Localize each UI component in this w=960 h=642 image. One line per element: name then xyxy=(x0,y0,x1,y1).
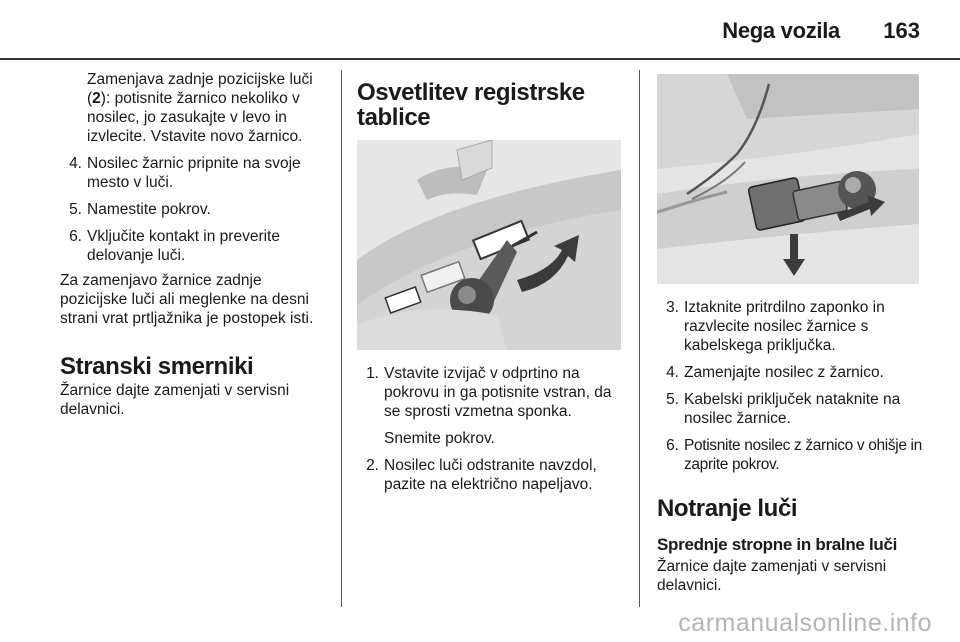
list-item xyxy=(357,456,625,494)
step-continuation xyxy=(60,70,330,146)
callout-number: 2 xyxy=(92,90,101,107)
step-number: 6. xyxy=(69,228,82,245)
screwdriver-illustration xyxy=(357,140,621,350)
license-plate-light-illustration xyxy=(357,140,621,350)
step-text: Kabelski priključek nataknite na nosilec žarnice. xyxy=(684,391,901,427)
header-divider xyxy=(0,58,960,60)
cont-line-b: ): potisnite žarnico nekoliko v nosilec, jo zasukajte v levo in izvlecite. Vstavite novo žarnico. xyxy=(87,90,303,145)
step-text: Vključite kontakt in preverite delovanje luči. xyxy=(87,228,280,264)
step-text: Nosilec luči odstranite navzdol, pazite na električno napeljavo. xyxy=(384,457,597,493)
step-list xyxy=(357,456,625,494)
step-number: 5. xyxy=(666,391,679,408)
step-text: Zamenjajte nosilec z žarnico. xyxy=(684,364,884,381)
step-text: Potisnite nosilec z žarnico v ohišje in zaprite pokrov. xyxy=(684,437,922,473)
column-divider-1 xyxy=(341,70,342,607)
column-2 xyxy=(357,64,625,608)
subsection-heading: Sprednje stropne in bralne luči xyxy=(657,535,898,554)
list-item xyxy=(657,363,929,382)
section-title: Nega vozila xyxy=(722,18,840,43)
column-3 xyxy=(657,64,929,608)
cont-line-a: Zamenjava zadnje pozicijske luči xyxy=(87,71,313,88)
step-list xyxy=(657,298,929,474)
column-1 xyxy=(60,64,330,608)
step-number: 4. xyxy=(666,364,679,381)
page-number: 163 xyxy=(883,18,920,43)
list-item xyxy=(60,200,330,219)
column-divider-2 xyxy=(639,70,640,607)
list-item xyxy=(60,154,330,192)
step-number: 1. xyxy=(366,365,379,382)
list-item xyxy=(60,227,330,265)
section-heading: Osvetlitev registrske tablice xyxy=(357,79,585,131)
body-text: Žarnice dajte zamenjati v servisni delavnici. xyxy=(657,558,887,594)
list-item xyxy=(657,390,929,428)
list-item xyxy=(657,436,929,474)
step-list xyxy=(357,364,625,421)
watermark: carmanualsonline.info xyxy=(678,609,932,637)
note-paragraph: Za zamenjavo žarnice zadnje pozicijske luči ali meglenke na desni strani vrat prtljažnika je postopek isti. xyxy=(60,272,314,327)
paren: ( xyxy=(87,90,93,107)
step-number: 2. xyxy=(366,457,379,474)
list-item xyxy=(357,364,625,421)
step-number: 4. xyxy=(69,155,82,172)
step-text: Vstavite izvijač v odprtino na pokrovu in ga potisnite vstran, da se sprosti vzmetna sponka. xyxy=(384,365,612,420)
list-item xyxy=(657,298,929,355)
step-continuation: Snemite pokrov. xyxy=(384,430,495,447)
bulb-holder-graphic xyxy=(657,74,919,284)
step-list xyxy=(60,154,330,265)
step-number: 3. xyxy=(666,299,679,316)
step-number: 5. xyxy=(69,201,82,218)
step-text: Namestite pokrov. xyxy=(87,201,211,218)
step-number: 6. xyxy=(666,437,679,454)
step-text: Iztaknite pritrdilno zaponko in razvlecite nosilec žarnice s kabelskega priključka. xyxy=(684,299,885,354)
section-heading: Notranje luči xyxy=(657,495,798,522)
step-text: Nosilec žarnic pripnite na svoje mesto v luči. xyxy=(87,155,301,191)
section-heading: Stranski smerniki xyxy=(60,353,254,380)
bulb-holder-illustration xyxy=(657,74,919,284)
body-text: Žarnice dajte zamenjati v servisni delavnici. xyxy=(60,382,290,418)
